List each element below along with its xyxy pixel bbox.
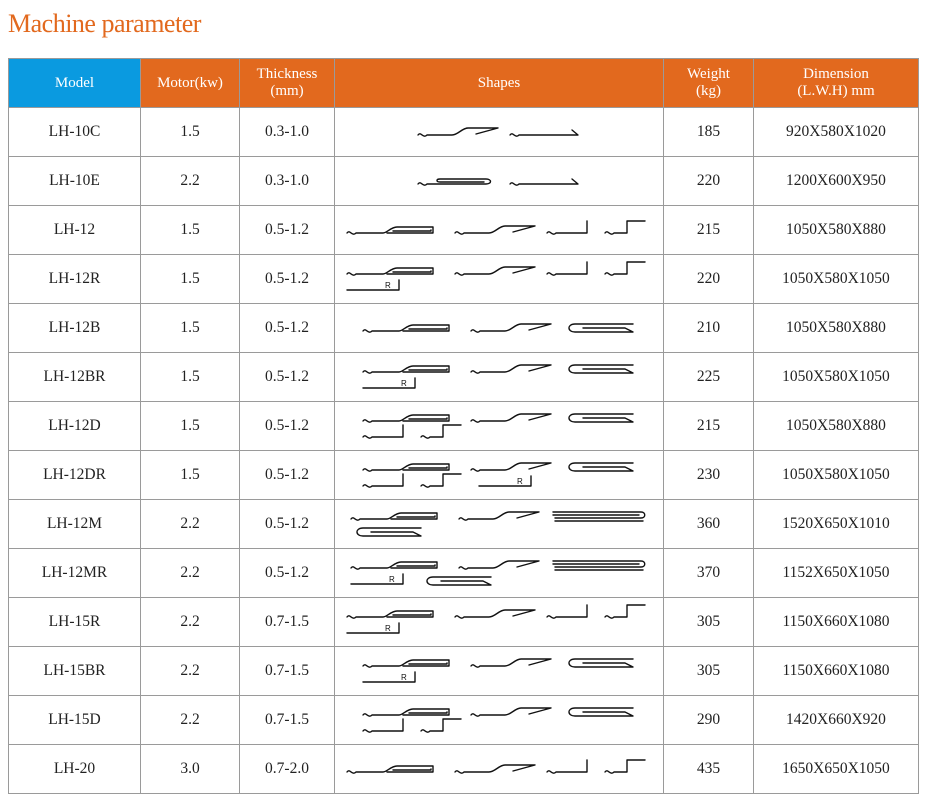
- motor-cell: 2.2: [141, 500, 240, 549]
- dimension-cell: 1050X580X880: [754, 304, 919, 353]
- table-row: [9, 255, 919, 304]
- shape-s-open-icon: [418, 128, 498, 136]
- model-cell: LH-12BR: [9, 353, 141, 402]
- shape-step-icon: [421, 474, 461, 487]
- shapes-cell: [335, 500, 664, 549]
- machine-parameter-table: [8, 58, 919, 794]
- shape-pittsburgh-icon: [363, 366, 449, 373]
- thickness-cell: 0.7-1.5: [240, 696, 335, 745]
- weight-cell: 215: [664, 206, 754, 255]
- motor-cell: 2.2: [141, 647, 240, 696]
- shape-s-open-icon: [459, 512, 539, 520]
- shape-corner-icon: [547, 262, 587, 275]
- dimension-cell: 1050X580X1050: [754, 451, 919, 500]
- shape-step-icon: [421, 719, 461, 732]
- weight-cell: 230: [664, 451, 754, 500]
- shape-r-profile-icon: [347, 623, 399, 633]
- thickness-cell: 0.5-1.2: [240, 500, 335, 549]
- motor-cell: 3.0: [141, 745, 240, 794]
- svg-text:R: R: [401, 379, 407, 388]
- shapes-cell: [335, 745, 664, 794]
- table-row: [9, 451, 919, 500]
- shape-s-open-icon: [471, 708, 551, 716]
- motor-cell: 1.5: [141, 451, 240, 500]
- model-cell: LH-12: [9, 206, 141, 255]
- shape-s-open-icon: [471, 365, 551, 373]
- svg-text:R: R: [389, 575, 395, 584]
- shapes-cell: [335, 549, 664, 598]
- shape-pittsburgh-icon: [363, 464, 449, 471]
- shape-double-lock-icon: [553, 561, 645, 570]
- shape-s-open-icon: [471, 414, 551, 422]
- shapes-drawing: [347, 603, 651, 641]
- shape-step-icon: [605, 262, 645, 275]
- weight-cell: 220: [664, 255, 754, 304]
- shape-u-clip-icon: [357, 528, 421, 536]
- shape-corner-icon: [363, 719, 403, 732]
- svg-text:R: R: [517, 477, 523, 486]
- shapes-drawing: [351, 554, 647, 592]
- shape-s-open-icon: [471, 463, 551, 471]
- shape-s-open-icon: [471, 659, 551, 667]
- shape-pittsburgh-icon: [363, 660, 449, 667]
- shape-corner-icon: [547, 760, 587, 773]
- shape-s-open-icon: [471, 324, 551, 332]
- table-row: [9, 108, 919, 157]
- shapes-cell: [335, 304, 664, 353]
- weight-cell: 215: [664, 402, 754, 451]
- thickness-cell: 0.7-2.0: [240, 745, 335, 794]
- model-cell: LH-12M: [9, 500, 141, 549]
- table-row: [9, 745, 919, 794]
- model-cell: LH-15D: [9, 696, 141, 745]
- thickness-cell: 0.3-1.0: [240, 157, 335, 206]
- shape-s-open-icon: [455, 610, 535, 618]
- model-cell: LH-12B: [9, 304, 141, 353]
- shape-s-closed-icon: [418, 179, 491, 185]
- thickness-cell: 0.7-1.5: [240, 647, 335, 696]
- shapes-cell: [335, 402, 664, 451]
- model-cell: LH-12DR: [9, 451, 141, 500]
- dimension-cell: 1152X650X1050: [754, 549, 919, 598]
- motor-cell: 2.2: [141, 549, 240, 598]
- shape-s-open-icon: [455, 765, 535, 773]
- shapes-drawing: [363, 701, 635, 739]
- shapes-drawing: [363, 456, 635, 494]
- shape-double-lock-icon: [553, 512, 645, 521]
- table-row: [9, 402, 919, 451]
- shapes-drawing: [347, 219, 651, 241]
- shape-pittsburgh-icon: [363, 325, 449, 332]
- shapes-drawing: [418, 121, 580, 143]
- table-row: [9, 647, 919, 696]
- svg-text:R: R: [401, 673, 407, 682]
- thickness-cell: 0.5-1.2: [240, 402, 335, 451]
- table-row: [9, 304, 919, 353]
- shapes-drawing: [351, 505, 647, 543]
- shapes-cell: [335, 451, 664, 500]
- shape-u-clip-icon: [569, 414, 633, 422]
- motor-cell: 1.5: [141, 353, 240, 402]
- dimension-cell: 1420X660X920: [754, 696, 919, 745]
- header-motor: Motor(kw): [141, 59, 240, 108]
- svg-text:R: R: [385, 281, 391, 290]
- shape-pittsburgh-icon: [347, 611, 433, 618]
- table-row: [9, 353, 919, 402]
- model-cell: LH-20: [9, 745, 141, 794]
- thickness-cell: 0.5-1.2: [240, 353, 335, 402]
- model-cell: LH-12D: [9, 402, 141, 451]
- shapes-cell: [335, 353, 664, 402]
- table-row: [9, 500, 919, 549]
- model-cell: LH-15BR: [9, 647, 141, 696]
- motor-cell: 2.2: [141, 157, 240, 206]
- weight-cell: 360: [664, 500, 754, 549]
- motor-cell: 1.5: [141, 402, 240, 451]
- weight-cell: 435: [664, 745, 754, 794]
- table-row: [9, 549, 919, 598]
- shapes-cell: [335, 255, 664, 304]
- thickness-cell: 0.5-1.2: [240, 206, 335, 255]
- dimension-cell: 1050X580X880: [754, 402, 919, 451]
- shape-s-open-icon: [455, 267, 535, 275]
- shape-corner-icon: [363, 474, 403, 487]
- table-row: [9, 206, 919, 255]
- dimension-cell: 1520X650X1010: [754, 500, 919, 549]
- weight-cell: 220: [664, 157, 754, 206]
- shape-step-icon: [605, 760, 645, 773]
- shapes-cell: [335, 598, 664, 647]
- shape-pittsburgh-icon: [347, 268, 433, 275]
- weight-cell: 290: [664, 696, 754, 745]
- thickness-cell: 0.5-1.2: [240, 451, 335, 500]
- dimension-cell: 1050X580X1050: [754, 255, 919, 304]
- shape-corner-icon: [363, 425, 403, 438]
- header-model: Model: [9, 59, 141, 108]
- dimension-cell: 1200X600X950: [754, 157, 919, 206]
- weight-cell: 185: [664, 108, 754, 157]
- page-title: Machine parameter: [8, 9, 201, 38]
- dimension-cell: 1650X650X1050: [754, 745, 919, 794]
- weight-cell: 225: [664, 353, 754, 402]
- shape-pittsburgh-icon: [347, 227, 433, 234]
- motor-cell: 2.2: [141, 598, 240, 647]
- shape-corner-icon: [547, 221, 587, 234]
- header-row: [9, 59, 919, 108]
- weight-cell: 210: [664, 304, 754, 353]
- shape-pittsburgh-icon: [363, 709, 449, 716]
- shape-step-icon: [421, 425, 461, 438]
- shape-pittsburgh-icon: [363, 415, 449, 422]
- motor-cell: 2.2: [141, 696, 240, 745]
- model-cell: LH-10E: [9, 157, 141, 206]
- shape-u-clip-icon: [569, 324, 633, 332]
- model-cell: LH-12MR: [9, 549, 141, 598]
- table-row: [9, 696, 919, 745]
- thickness-cell: 0.3-1.0: [240, 108, 335, 157]
- shapes-drawing: [363, 358, 635, 396]
- model-cell: LH-12R: [9, 255, 141, 304]
- shape-r-profile-icon: [363, 378, 415, 388]
- shape-step-icon: [605, 605, 645, 618]
- motor-cell: 1.5: [141, 304, 240, 353]
- shape-u-clip-icon: [569, 365, 633, 373]
- shapes-cell: [335, 108, 664, 157]
- shapes-drawing: [418, 170, 580, 192]
- shapes-drawing: [347, 758, 651, 780]
- shapes-cell: [335, 157, 664, 206]
- weight-cell: 370: [664, 549, 754, 598]
- shapes-drawing: [347, 260, 651, 298]
- header-weight: Weight (kg): [664, 59, 754, 108]
- thickness-cell: 0.5-1.2: [240, 549, 335, 598]
- dimension-cell: 1150X660X1080: [754, 598, 919, 647]
- motor-cell: 1.5: [141, 206, 240, 255]
- motor-cell: 1.5: [141, 255, 240, 304]
- shapes-drawing: [363, 407, 635, 445]
- shape-l-flat-icon: [510, 179, 578, 185]
- shape-pittsburgh-icon: [351, 513, 437, 520]
- shape-pittsburgh-icon: [351, 562, 437, 569]
- shape-u-clip-icon: [427, 577, 491, 585]
- shape-step-icon: [605, 221, 645, 234]
- shape-r-profile-icon: [351, 574, 403, 584]
- shape-r-profile-icon: [363, 672, 415, 682]
- model-cell: LH-15R: [9, 598, 141, 647]
- motor-cell: 1.5: [141, 108, 240, 157]
- shape-u-clip-icon: [569, 708, 633, 716]
- shape-r-profile-icon: [479, 476, 531, 486]
- weight-cell: 305: [664, 598, 754, 647]
- shape-u-clip-icon: [569, 659, 633, 667]
- shape-r-profile-icon: [347, 280, 399, 290]
- header-thickness: Thickness (mm): [240, 59, 335, 108]
- shapes-drawing: [363, 652, 635, 690]
- thickness-cell: 0.7-1.5: [240, 598, 335, 647]
- shapes-cell: [335, 647, 664, 696]
- shape-pittsburgh-icon: [347, 766, 433, 773]
- dimension-cell: 1050X580X1050: [754, 353, 919, 402]
- shape-s-open-icon: [459, 561, 539, 569]
- dimension-cell: 920X580X1020: [754, 108, 919, 157]
- model-cell: LH-10C: [9, 108, 141, 157]
- table-row: [9, 598, 919, 647]
- shape-l-flat-icon: [510, 130, 578, 136]
- shape-corner-icon: [547, 605, 587, 618]
- thickness-cell: 0.5-1.2: [240, 255, 335, 304]
- dimension-cell: 1050X580X880: [754, 206, 919, 255]
- shapes-cell: [335, 206, 664, 255]
- shape-s-open-icon: [455, 226, 535, 234]
- thickness-cell: 0.5-1.2: [240, 304, 335, 353]
- header-shapes: Shapes: [335, 59, 664, 108]
- header-dimension: Dimension (L.W.H) mm: [754, 59, 919, 108]
- svg-text:R: R: [385, 624, 391, 633]
- table-row: [9, 157, 919, 206]
- shapes-cell: [335, 696, 664, 745]
- shapes-drawing: [363, 317, 635, 339]
- weight-cell: 305: [664, 647, 754, 696]
- dimension-cell: 1150X660X1080: [754, 647, 919, 696]
- shape-u-clip-icon: [569, 463, 633, 471]
